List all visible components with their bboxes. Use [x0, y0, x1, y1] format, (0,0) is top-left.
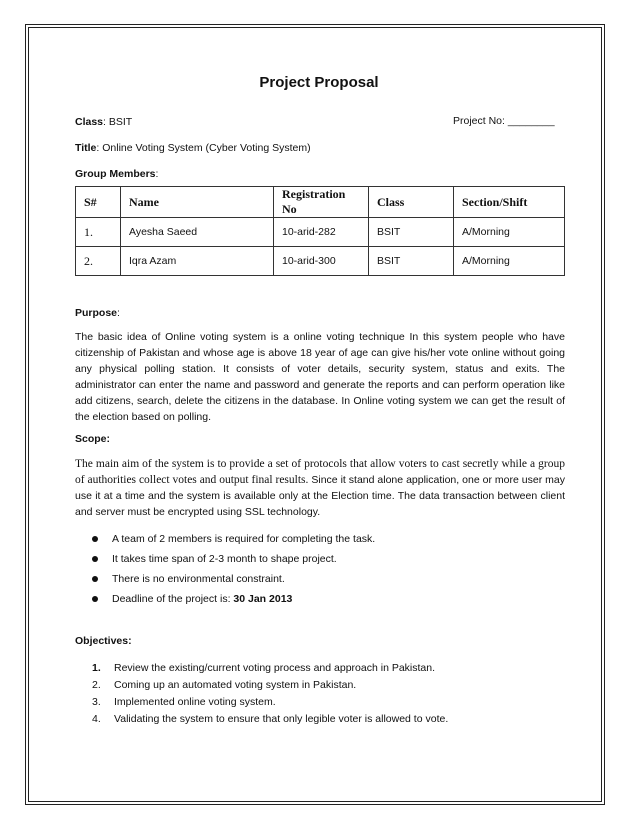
scope-paragraph — [75, 456, 565, 520]
header-section: Section/Shift — [454, 187, 565, 218]
project-number: Project No: ________ — [453, 115, 555, 127]
group-members-table — [75, 186, 565, 276]
bullet-icon — [92, 596, 98, 602]
header-registration: Registration No — [274, 187, 369, 218]
list-item — [92, 591, 375, 611]
group-members-line — [75, 167, 158, 181]
header-serial: S# — [76, 187, 121, 218]
objective-text: Coming up an automated voting system in Pakistan. — [114, 679, 357, 691]
deadline-label: Deadline of the project is: — [112, 593, 234, 605]
cell-registration: 10-arid-300 — [274, 247, 369, 276]
title-label: Title — [75, 142, 97, 154]
list-item — [92, 677, 448, 694]
purpose-label: Purpose — [75, 307, 118, 319]
scope-heading — [75, 432, 110, 446]
list-item — [92, 571, 375, 591]
title-line — [75, 141, 311, 155]
scope-lead-text: The main aim of the system is to provide a set of protocols that allow voters to cast secretly while a group of authorities collect votes and output final results. — [75, 458, 565, 486]
table-header-row — [76, 187, 565, 218]
class-value: : BSIT — [103, 116, 133, 128]
scope-rest-text: Since it stand alone application, one or more user may use it at a time and the system is available only at the Election time. The data transaction between client and server must be encrypted using SSL technology. — [75, 474, 565, 518]
bullet-text: There is no environmental constraint. — [112, 573, 285, 585]
list-item — [92, 694, 448, 711]
objective-text: Implemented online voting system. — [114, 696, 276, 708]
class-label: Class — [75, 116, 104, 128]
list-item — [92, 660, 448, 677]
cell-class: BSIT — [369, 247, 454, 276]
purpose-paragraph: The basic idea of Online voting system is a online voting technique In this system people who have citizenship of Pakistan and whose age is above 18 year of age can give his/her vote online without going any physical polling station. It consists of voter details, security system, status and exits. The administrator can enter the name and password and generate the reports and can perform operation like add citizens, search, delete the citizens in the database. In Online voting system we can get the result of the election based on polling. — [75, 331, 565, 423]
scope-label: Scope: — [75, 433, 111, 445]
title-value: : Online Voting System (Cyber Voting System) — [96, 142, 311, 154]
bullet-text: A team of 2 members is required for completing the task. — [112, 533, 376, 545]
deadline-value: 30 Jan 2013 — [233, 593, 293, 605]
cell-section: A/Morning — [454, 247, 565, 276]
purpose-colon: : — [117, 307, 120, 319]
objective-number: 4. — [92, 713, 101, 725]
objectives-list — [92, 660, 448, 728]
purpose-heading — [75, 306, 120, 320]
cell-name: Ayesha Saeed — [121, 218, 274, 247]
cell-class: BSIT — [369, 218, 454, 247]
objective-number: 3. — [92, 696, 101, 708]
cell-serial: 2. — [76, 247, 121, 276]
cell-section: A/Morning — [454, 218, 565, 247]
list-item — [92, 551, 375, 571]
document-title: Project Proposal — [259, 74, 379, 91]
cell-serial: 1. — [76, 218, 121, 247]
header-class: Class — [369, 187, 454, 218]
objectives-heading — [75, 634, 132, 648]
header-name: Name — [121, 187, 274, 218]
group-members-colon: : — [155, 168, 159, 180]
table-row — [76, 247, 565, 276]
table-row — [76, 218, 565, 247]
class-line — [75, 115, 132, 129]
objective-number: 2. — [92, 679, 101, 691]
bullet-icon — [92, 536, 98, 542]
objectives-label: Objectives: — [75, 635, 132, 647]
list-item — [92, 531, 375, 551]
scope-bullets — [92, 531, 375, 611]
list-item — [92, 711, 448, 728]
group-members-label: Group Members — [75, 168, 156, 180]
cell-name: Iqra Azam — [121, 247, 274, 276]
objective-text: Review the existing/current voting process and approach in Pakistan. — [114, 662, 436, 674]
bullet-icon — [92, 556, 98, 562]
bullet-icon — [92, 576, 98, 582]
cell-registration: 10-arid-282 — [274, 218, 369, 247]
objective-number: 1. — [92, 662, 101, 674]
objective-text: Validating the system to ensure that only legible voter is allowed to vote. — [114, 713, 449, 725]
bullet-text: It takes time span of 2-3 month to shape project. — [112, 553, 337, 565]
